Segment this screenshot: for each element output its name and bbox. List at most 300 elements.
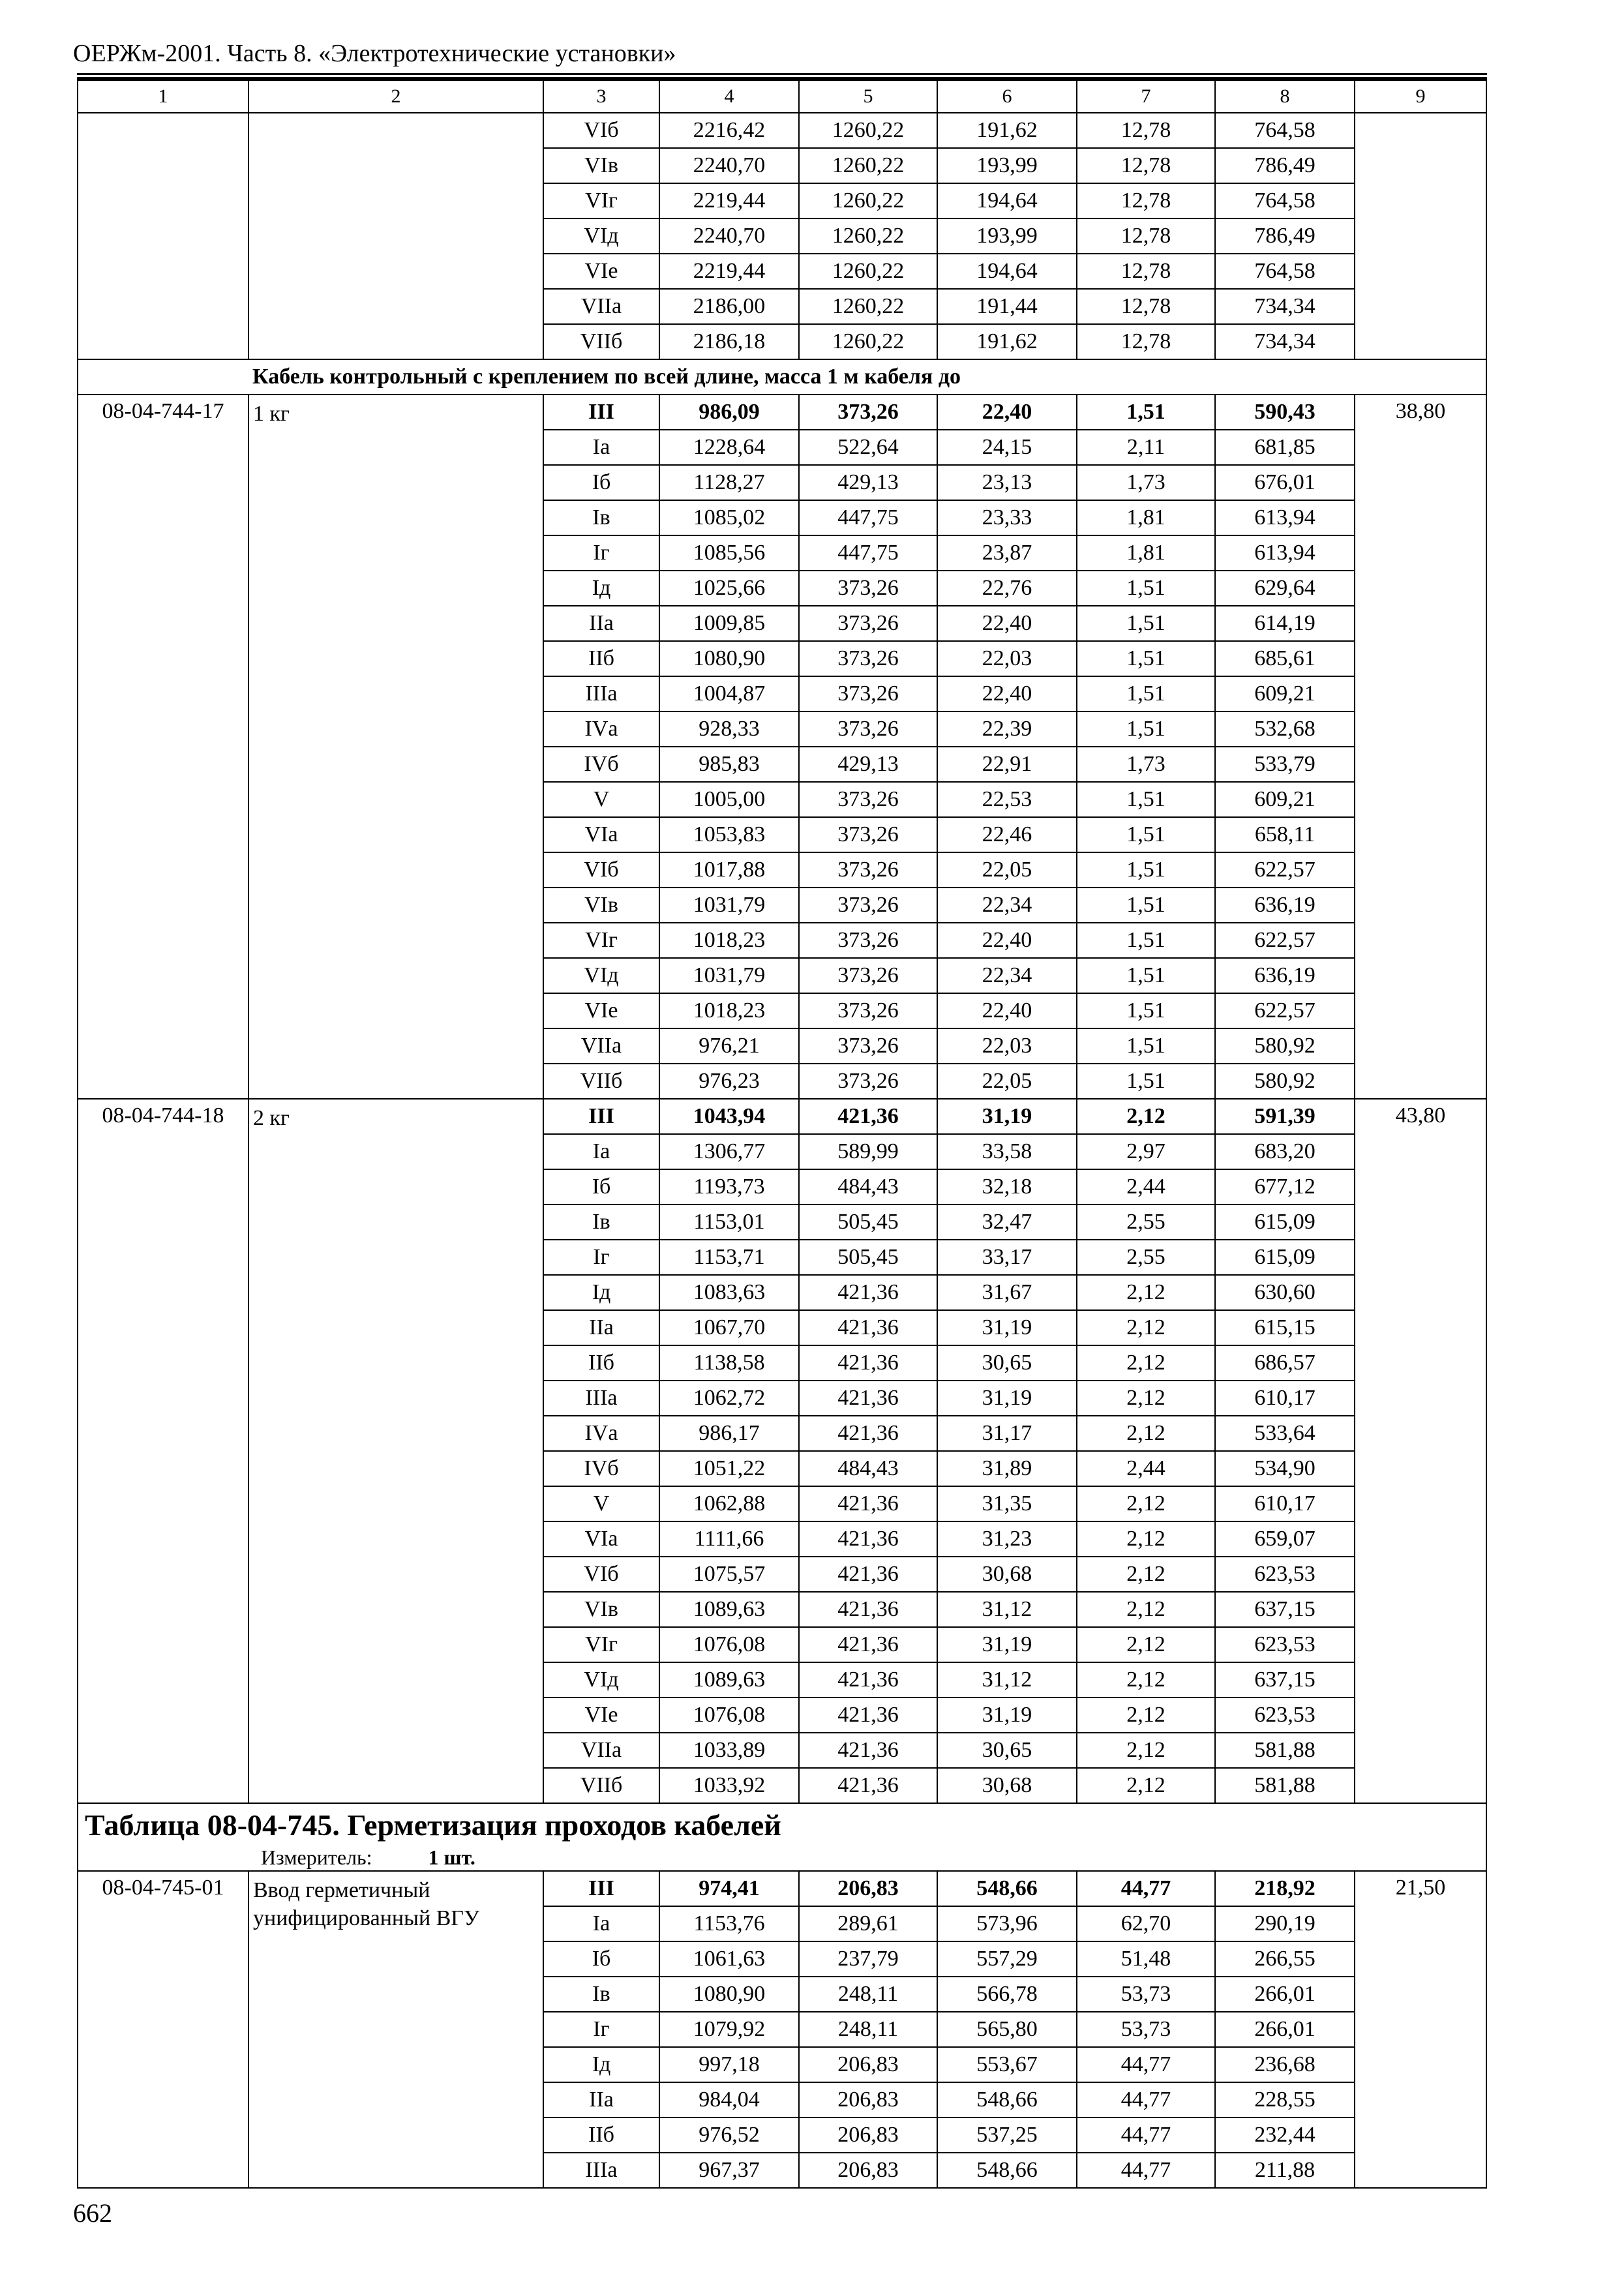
- materials-cost: 613,94: [1215, 535, 1355, 571]
- total-cost: 1031,79: [659, 888, 799, 923]
- labor-wages: 421,36: [799, 1662, 937, 1698]
- total-cost: 1080,90: [659, 641, 799, 676]
- machinist-wages: 62,70: [1077, 1906, 1215, 1941]
- materials-cost: 613,94: [1215, 500, 1355, 535]
- machinist-wages: 44,77: [1077, 2082, 1215, 2117]
- table-row: [78, 1099, 1486, 1134]
- materials-cost: 786,49: [1215, 148, 1355, 183]
- materials-cost: 786,49: [1215, 218, 1355, 254]
- materials-cost: 629,64: [1215, 571, 1355, 606]
- column-number: 7: [1077, 80, 1215, 113]
- labor-wages: 1260,22: [799, 113, 937, 148]
- materials-cost: 236,68: [1215, 2047, 1355, 2082]
- materials-cost: 232,44: [1215, 2117, 1355, 2153]
- item-code: 08-04-744-18: [78, 1099, 248, 1803]
- region-zone: IIб: [543, 641, 659, 676]
- machine-cost: 31,19: [937, 1381, 1077, 1416]
- machinist-wages: 2,12: [1077, 1381, 1215, 1416]
- total-cost: 1009,85: [659, 606, 799, 641]
- region-zone: Iб: [543, 465, 659, 500]
- header-rule-thin: [77, 73, 1487, 75]
- machine-cost: 23,87: [937, 535, 1077, 571]
- total-cost: 1062,72: [659, 1381, 799, 1416]
- machine-cost: 22,34: [937, 958, 1077, 993]
- labor-wages: 1260,22: [799, 289, 937, 324]
- table-row: [78, 113, 1486, 148]
- total-cost: 2219,44: [659, 183, 799, 218]
- materials-cost: 658,11: [1215, 817, 1355, 852]
- machine-cost: 24,15: [937, 430, 1077, 465]
- item-description: 1 кг: [248, 395, 543, 1099]
- column-number: 5: [799, 80, 937, 113]
- labor-wages: 421,36: [799, 1592, 937, 1627]
- region-zone: VIIа: [543, 1028, 659, 1064]
- labor-wages: 421,36: [799, 1557, 937, 1592]
- labor-wages: 421,36: [799, 1310, 937, 1345]
- labor-wages: 373,26: [799, 571, 937, 606]
- labor-wages: 1260,22: [799, 218, 937, 254]
- machinist-wages: 2,12: [1077, 1662, 1215, 1698]
- machinist-wages: 1,51: [1077, 958, 1215, 993]
- total-cost: 928,33: [659, 711, 799, 747]
- machine-cost: 31,19: [937, 1099, 1077, 1134]
- machinist-wages: 51,48: [1077, 1941, 1215, 1977]
- labor-wages: 373,26: [799, 676, 937, 711]
- labor-wages: 373,26: [799, 1064, 937, 1099]
- machinist-wages: 2,12: [1077, 1733, 1215, 1768]
- measure-line: [85, 1847, 1479, 1868]
- region-zone: Iб: [543, 1169, 659, 1204]
- region-zone: IVа: [543, 1416, 659, 1451]
- labor-wages: 206,83: [799, 2117, 937, 2153]
- labor-wages: 421,36: [799, 1099, 937, 1134]
- machinist-wages: 1,81: [1077, 535, 1215, 571]
- labor-wages: 373,26: [799, 641, 937, 676]
- machine-cost: 30,65: [937, 1345, 1077, 1381]
- region-zone: IIб: [543, 1345, 659, 1381]
- section-caption: Кабель контрольный с креплением по всей длине, масса 1 м кабеля до: [248, 359, 1486, 395]
- total-cost: 986,17: [659, 1416, 799, 1451]
- region-zone: VIе: [543, 1698, 659, 1733]
- total-cost: 1138,58: [659, 1345, 799, 1381]
- machine-cost: 193,99: [937, 218, 1077, 254]
- total-cost: 1031,79: [659, 958, 799, 993]
- region-zone: VIа: [543, 817, 659, 852]
- column-number: 3: [543, 80, 659, 113]
- labor-wages: 248,11: [799, 1977, 937, 2012]
- materials-cost: 609,21: [1215, 782, 1355, 817]
- item-description: [248, 113, 543, 359]
- item-code: 08-04-744-17: [78, 395, 248, 1099]
- total-cost: 1228,64: [659, 430, 799, 465]
- machinist-wages: 44,77: [1077, 1871, 1215, 1906]
- total-cost: 1153,71: [659, 1240, 799, 1275]
- region-zone: Iа: [543, 1134, 659, 1169]
- machinist-wages: 1,51: [1077, 395, 1215, 430]
- materials-cost: 676,01: [1215, 465, 1355, 500]
- machinist-wages: 2,12: [1077, 1486, 1215, 1521]
- machine-cost: 31,12: [937, 1592, 1077, 1627]
- labor-wages: 447,75: [799, 535, 937, 571]
- machine-cost: 22,46: [937, 817, 1077, 852]
- column-number: 9: [1355, 80, 1486, 113]
- labor-wages: 206,83: [799, 2082, 937, 2117]
- total-cost: 1079,92: [659, 2012, 799, 2047]
- region-zone: IIIа: [543, 676, 659, 711]
- total-cost: 967,37: [659, 2153, 799, 2188]
- region-zone: Iг: [543, 2012, 659, 2047]
- machinist-wages: 1,51: [1077, 817, 1215, 852]
- total-cost: 997,18: [659, 2047, 799, 2082]
- labor-wages: 589,99: [799, 1134, 937, 1169]
- machine-cost: 22,76: [937, 571, 1077, 606]
- machinist-wages: 12,78: [1077, 324, 1215, 359]
- total-cost: 2216,42: [659, 113, 799, 148]
- materials-cost: 218,92: [1215, 1871, 1355, 1906]
- machine-cost: 22,53: [937, 782, 1077, 817]
- labor-wages: 421,36: [799, 1345, 937, 1381]
- total-cost: 986,09: [659, 395, 799, 430]
- machinist-wages: 1,51: [1077, 888, 1215, 923]
- labor-hours: [1355, 113, 1486, 359]
- machine-cost: 548,66: [937, 2153, 1077, 2188]
- region-zone: IIб: [543, 2117, 659, 2153]
- machine-cost: 22,40: [937, 395, 1077, 430]
- materials-cost: 623,53: [1215, 1557, 1355, 1592]
- materials-cost: 266,01: [1215, 1977, 1355, 2012]
- item-code: 08-04-745-01: [78, 1871, 248, 2188]
- machine-cost: 537,25: [937, 2117, 1077, 2153]
- total-cost: 1080,90: [659, 1977, 799, 2012]
- region-zone: Iв: [543, 1977, 659, 2012]
- machine-cost: 191,62: [937, 324, 1077, 359]
- machine-cost: 22,40: [937, 606, 1077, 641]
- region-zone: VIд: [543, 958, 659, 993]
- labor-wages: 248,11: [799, 2012, 937, 2047]
- machinist-wages: 2,12: [1077, 1592, 1215, 1627]
- machine-cost: 22,03: [937, 641, 1077, 676]
- measure-label: Измеритель:: [261, 1846, 372, 1869]
- machinist-wages: 2,12: [1077, 1521, 1215, 1557]
- machinist-wages: 53,73: [1077, 2012, 1215, 2047]
- materials-cost: 622,57: [1215, 993, 1355, 1028]
- labor-wages: 289,61: [799, 1906, 937, 1941]
- machine-cost: 22,40: [937, 993, 1077, 1028]
- total-cost: 1033,92: [659, 1768, 799, 1803]
- machine-cost: 31,89: [937, 1451, 1077, 1486]
- materials-cost: 610,17: [1215, 1381, 1355, 1416]
- labor-wages: 373,26: [799, 395, 937, 430]
- labor-wages: 421,36: [799, 1486, 937, 1521]
- labor-wages: 505,45: [799, 1204, 937, 1240]
- labor-wages: 522,64: [799, 430, 937, 465]
- machinist-wages: 2,44: [1077, 1451, 1215, 1486]
- table-row: [78, 1871, 1486, 1906]
- region-zone: VIв: [543, 148, 659, 183]
- machine-cost: 22,05: [937, 1064, 1077, 1099]
- materials-cost: 734,34: [1215, 324, 1355, 359]
- region-zone: Iв: [543, 1204, 659, 1240]
- machinist-wages: 1,73: [1077, 465, 1215, 500]
- materials-cost: 622,57: [1215, 923, 1355, 958]
- region-zone: IIIа: [543, 2153, 659, 2188]
- materials-cost: 614,19: [1215, 606, 1355, 641]
- region-zone: VIе: [543, 254, 659, 289]
- total-cost: 1005,00: [659, 782, 799, 817]
- labor-wages: 421,36: [799, 1521, 937, 1557]
- total-cost: 976,21: [659, 1028, 799, 1064]
- total-cost: 1033,89: [659, 1733, 799, 1768]
- machinist-wages: 44,77: [1077, 2047, 1215, 2082]
- machinist-wages: 12,78: [1077, 148, 1215, 183]
- labor-wages: 206,83: [799, 2153, 937, 2188]
- labor-wages: 373,26: [799, 993, 937, 1028]
- price-table: [77, 80, 1487, 2189]
- machine-cost: 31,17: [937, 1416, 1077, 1451]
- labor-wages: 421,36: [799, 1416, 937, 1451]
- labor-wages: 373,26: [799, 606, 937, 641]
- table-title: Таблица 08-04-745. Герметизация проходов кабелей: [85, 1808, 781, 1842]
- machinist-wages: 1,81: [1077, 500, 1215, 535]
- materials-cost: 615,09: [1215, 1240, 1355, 1275]
- labor-wages: 421,36: [799, 1275, 937, 1310]
- materials-cost: 734,34: [1215, 289, 1355, 324]
- machinist-wages: 2,44: [1077, 1169, 1215, 1204]
- machine-cost: 31,23: [937, 1521, 1077, 1557]
- machinist-wages: 1,51: [1077, 852, 1215, 888]
- labor-wages: 373,26: [799, 923, 937, 958]
- total-cost: 1067,70: [659, 1310, 799, 1345]
- column-number-row: [78, 80, 1486, 113]
- section-caption-row: [78, 359, 1486, 395]
- labor-wages: 1260,22: [799, 324, 937, 359]
- machine-cost: 22,40: [937, 923, 1077, 958]
- materials-cost: 615,09: [1215, 1204, 1355, 1240]
- labor-wages: 1260,22: [799, 254, 937, 289]
- machinist-wages: 12,78: [1077, 218, 1215, 254]
- total-cost: 1051,22: [659, 1451, 799, 1486]
- region-zone: IIIа: [543, 1381, 659, 1416]
- machinist-wages: 1,51: [1077, 923, 1215, 958]
- materials-cost: 623,53: [1215, 1698, 1355, 1733]
- machinist-wages: 2,12: [1077, 1345, 1215, 1381]
- machinist-wages: 2,12: [1077, 1275, 1215, 1310]
- machinist-wages: 53,73: [1077, 1977, 1215, 2012]
- machine-cost: 22,91: [937, 747, 1077, 782]
- machinist-wages: 2,12: [1077, 1310, 1215, 1345]
- machine-cost: 30,68: [937, 1768, 1077, 1803]
- total-cost: 976,23: [659, 1064, 799, 1099]
- machine-cost: 23,13: [937, 465, 1077, 500]
- machinist-wages: 1,51: [1077, 641, 1215, 676]
- machinist-wages: 1,51: [1077, 1028, 1215, 1064]
- region-zone: Iд: [543, 2047, 659, 2082]
- region-zone: III: [543, 1871, 659, 1906]
- machine-cost: 22,40: [937, 676, 1077, 711]
- region-zone: VIд: [543, 218, 659, 254]
- labor-wages: 484,43: [799, 1169, 937, 1204]
- measure-unit: 1 шт.: [428, 1846, 475, 1869]
- labor-wages: 484,43: [799, 1451, 937, 1486]
- materials-cost: 622,57: [1215, 852, 1355, 888]
- machine-cost: 22,39: [937, 711, 1077, 747]
- materials-cost: 534,90: [1215, 1451, 1355, 1486]
- labor-wages: 421,36: [799, 1733, 937, 1768]
- machine-cost: 194,64: [937, 254, 1077, 289]
- labor-wages: 429,13: [799, 747, 937, 782]
- machine-cost: 31,67: [937, 1275, 1077, 1310]
- materials-cost: 681,85: [1215, 430, 1355, 465]
- machinist-wages: 2,12: [1077, 1557, 1215, 1592]
- labor-wages: 373,26: [799, 852, 937, 888]
- labor-wages: 421,36: [799, 1698, 937, 1733]
- region-zone: VIб: [543, 113, 659, 148]
- total-cost: 1062,88: [659, 1486, 799, 1521]
- total-cost: 1085,56: [659, 535, 799, 571]
- region-zone: VIд: [543, 1662, 659, 1698]
- machine-cost: 553,67: [937, 2047, 1077, 2082]
- materials-cost: 290,19: [1215, 1906, 1355, 1941]
- region-zone: IVа: [543, 711, 659, 747]
- column-number: 2: [248, 80, 543, 113]
- materials-cost: 659,07: [1215, 1521, 1355, 1557]
- region-zone: Iа: [543, 1906, 659, 1941]
- region-zone: Iд: [543, 1275, 659, 1310]
- labor-wages: 421,36: [799, 1627, 937, 1662]
- materials-cost: 580,92: [1215, 1064, 1355, 1099]
- machine-cost: 32,18: [937, 1169, 1077, 1204]
- region-zone: VIг: [543, 183, 659, 218]
- machine-cost: 573,96: [937, 1906, 1077, 1941]
- labor-wages: 206,83: [799, 1871, 937, 1906]
- materials-cost: 532,68: [1215, 711, 1355, 747]
- column-number: 8: [1215, 80, 1355, 113]
- region-zone: IIа: [543, 606, 659, 641]
- labor-wages: 373,26: [799, 711, 937, 747]
- machine-cost: 22,03: [937, 1028, 1077, 1064]
- materials-cost: 211,88: [1215, 2153, 1355, 2188]
- machine-cost: 557,29: [937, 1941, 1077, 1977]
- machine-cost: 191,62: [937, 113, 1077, 148]
- machinist-wages: 2,97: [1077, 1134, 1215, 1169]
- region-zone: VIе: [543, 993, 659, 1028]
- machine-cost: 30,65: [937, 1733, 1077, 1768]
- labor-wages: 1260,22: [799, 183, 937, 218]
- region-zone: Iа: [543, 430, 659, 465]
- machine-cost: 22,05: [937, 852, 1077, 888]
- total-cost: 1075,57: [659, 1557, 799, 1592]
- machinist-wages: 2,12: [1077, 1698, 1215, 1733]
- materials-cost: 686,57: [1215, 1345, 1355, 1381]
- region-zone: VIIб: [543, 1768, 659, 1803]
- machinist-wages: 2,11: [1077, 430, 1215, 465]
- machinist-wages: 1,51: [1077, 1064, 1215, 1099]
- materials-cost: 764,58: [1215, 254, 1355, 289]
- machine-cost: 193,99: [937, 148, 1077, 183]
- machine-cost: 565,80: [937, 2012, 1077, 2047]
- machinist-wages: 2,12: [1077, 1627, 1215, 1662]
- machinist-wages: 1,51: [1077, 571, 1215, 606]
- column-number: 6: [937, 80, 1077, 113]
- total-cost: 1153,01: [659, 1204, 799, 1240]
- machine-cost: 31,19: [937, 1627, 1077, 1662]
- machinist-wages: 1,51: [1077, 676, 1215, 711]
- region-zone: VIIб: [543, 1064, 659, 1099]
- region-zone: VIв: [543, 1592, 659, 1627]
- total-cost: 2186,18: [659, 324, 799, 359]
- labor-wages: 206,83: [799, 2047, 937, 2082]
- materials-cost: 228,55: [1215, 2082, 1355, 2117]
- total-cost: 1089,63: [659, 1592, 799, 1627]
- total-cost: 1018,23: [659, 923, 799, 958]
- region-zone: Iб: [543, 1941, 659, 1977]
- total-cost: 976,52: [659, 2117, 799, 2153]
- machinist-wages: 1,51: [1077, 606, 1215, 641]
- machinist-wages: 12,78: [1077, 254, 1215, 289]
- machine-cost: 31,35: [937, 1486, 1077, 1521]
- machine-cost: 194,64: [937, 183, 1077, 218]
- machine-cost: 548,66: [937, 2082, 1077, 2117]
- materials-cost: 637,15: [1215, 1592, 1355, 1627]
- machinist-wages: 2,12: [1077, 1416, 1215, 1451]
- labor-wages: 373,26: [799, 958, 937, 993]
- total-cost: 985,83: [659, 747, 799, 782]
- materials-cost: 636,19: [1215, 958, 1355, 993]
- materials-cost: 764,58: [1215, 183, 1355, 218]
- item-code: [78, 113, 248, 359]
- table-row: [78, 395, 1486, 430]
- region-zone: V: [543, 1486, 659, 1521]
- total-cost: 1111,66: [659, 1521, 799, 1557]
- total-cost: 1193,73: [659, 1169, 799, 1204]
- labor-wages: 237,79: [799, 1941, 937, 1977]
- table-title-row: [78, 1803, 1486, 1871]
- materials-cost: 610,17: [1215, 1486, 1355, 1521]
- region-zone: VIг: [543, 923, 659, 958]
- machinist-wages: 1,51: [1077, 993, 1215, 1028]
- total-cost: 1017,88: [659, 852, 799, 888]
- region-zone: III: [543, 395, 659, 430]
- region-zone: III: [543, 1099, 659, 1134]
- total-cost: 1085,02: [659, 500, 799, 535]
- materials-cost: 677,12: [1215, 1169, 1355, 1204]
- materials-cost: 533,64: [1215, 1416, 1355, 1451]
- total-cost: 2240,70: [659, 148, 799, 183]
- labor-wages: 421,36: [799, 1768, 937, 1803]
- total-cost: 1043,94: [659, 1099, 799, 1134]
- region-zone: VIг: [543, 1627, 659, 1662]
- machinist-wages: 2,55: [1077, 1204, 1215, 1240]
- region-zone: VIб: [543, 1557, 659, 1592]
- region-zone: VIIб: [543, 324, 659, 359]
- region-zone: IIа: [543, 1310, 659, 1345]
- total-cost: 1076,08: [659, 1698, 799, 1733]
- total-cost: 974,41: [659, 1871, 799, 1906]
- machine-cost: 191,44: [937, 289, 1077, 324]
- total-cost: 1089,63: [659, 1662, 799, 1698]
- labor-wages: 373,26: [799, 782, 937, 817]
- machine-cost: 33,58: [937, 1134, 1077, 1169]
- machinist-wages: 1,73: [1077, 747, 1215, 782]
- total-cost: 1053,83: [659, 817, 799, 852]
- machine-cost: 22,34: [937, 888, 1077, 923]
- materials-cost: 580,92: [1215, 1028, 1355, 1064]
- materials-cost: 636,19: [1215, 888, 1355, 923]
- total-cost: 1025,66: [659, 571, 799, 606]
- region-zone: Iв: [543, 500, 659, 535]
- materials-cost: 266,01: [1215, 2012, 1355, 2047]
- labor-wages: 373,26: [799, 888, 937, 923]
